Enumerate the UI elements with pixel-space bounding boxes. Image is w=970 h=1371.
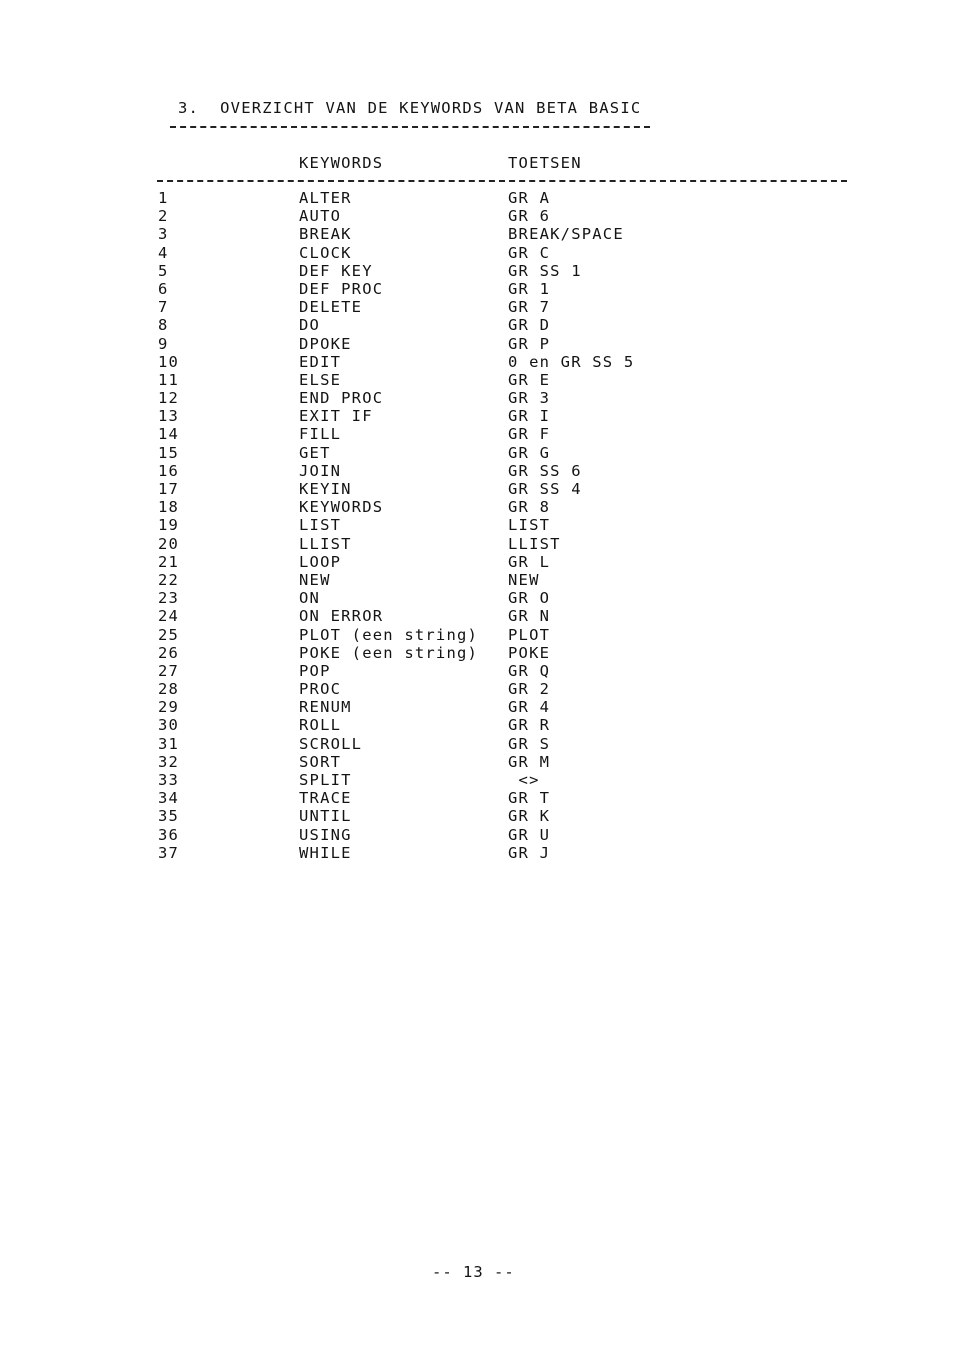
keyword-cell: DO [299, 316, 321, 335]
keys-cell: PLOT [508, 625, 551, 644]
row-number: 26 [158, 643, 180, 662]
keyword-cell: JOIN [299, 461, 342, 480]
table-row [0, 589, 970, 607]
row-number: 19 [158, 516, 180, 535]
row-number: 25 [158, 625, 180, 644]
table-row [0, 789, 970, 807]
row-number: 11 [158, 370, 180, 389]
keyword-cell: AUTO [299, 207, 342, 226]
table-row [0, 353, 970, 371]
section-heading: 3. OVERZICHT VAN DE KEYWORDS VAN BETA BASIC [178, 99, 642, 117]
keys-cell: GR T [508, 789, 551, 808]
keyword-cell: EXIT IF [299, 407, 373, 426]
row-number: 13 [158, 407, 180, 426]
table-row [0, 662, 970, 680]
row-number: 3 [158, 225, 169, 244]
table-row [0, 425, 970, 443]
row-number: 34 [158, 789, 180, 808]
keys-cell: NEW [508, 570, 540, 589]
row-number: 28 [158, 680, 180, 699]
keyword-table [0, 189, 970, 862]
row-number: 21 [158, 552, 180, 571]
row-number: 32 [158, 752, 180, 771]
row-number: 8 [158, 316, 169, 335]
keys-cell: GR 2 [508, 680, 551, 699]
row-number: 1 [158, 189, 169, 207]
row-number: 24 [158, 607, 180, 626]
keyword-cell: END PROC [299, 389, 384, 408]
table-row [0, 607, 970, 625]
table-row [0, 407, 970, 425]
keys-cell: GR J [508, 843, 551, 862]
table-header-rule [157, 180, 847, 182]
row-number: 31 [158, 734, 180, 753]
keyword-cell: ALTER [299, 189, 352, 207]
keys-cell: GR 3 [508, 389, 551, 408]
keys-cell: GR 1 [508, 279, 551, 298]
keyword-cell: SPLIT [299, 771, 352, 789]
keyword-cell: PROC [299, 680, 342, 699]
keyword-cell: LIST [299, 516, 342, 535]
keys-cell: GR SS 4 [508, 480, 582, 498]
row-number: 18 [158, 498, 180, 517]
keys-cell: GR G [508, 443, 551, 462]
table-row [0, 298, 970, 316]
row-number: 7 [158, 298, 169, 317]
keyword-cell: SCROLL [299, 734, 363, 753]
keyword-cell: WHILE [299, 843, 352, 862]
keyword-cell: NEW [299, 570, 331, 589]
keys-cell: GR 4 [508, 698, 551, 717]
keys-cell: GR K [508, 807, 551, 826]
keyword-cell: ON ERROR [299, 607, 384, 626]
table-row [0, 516, 970, 534]
keywords-column-header: KEYWORDS [299, 154, 384, 172]
keys-cell: GR SS 1 [508, 261, 582, 280]
keyword-cell: KEYWORDS [299, 498, 384, 517]
table-row [0, 371, 970, 389]
row-number: 36 [158, 825, 180, 844]
keyword-cell: DELETE [299, 298, 363, 317]
table-row [0, 498, 970, 516]
keys-cell: GR L [508, 552, 551, 571]
table-row [0, 844, 970, 862]
keys-cell: GR I [508, 407, 551, 426]
keys-cell: LIST [508, 516, 551, 535]
keys-cell: GR D [508, 316, 551, 335]
keyword-cell: DEF KEY [299, 261, 373, 280]
row-number: 16 [158, 461, 180, 480]
table-row [0, 280, 970, 298]
table-row [0, 644, 970, 662]
row-number: 20 [158, 534, 180, 553]
keyword-cell: RENUM [299, 698, 352, 717]
keys-cell: <> [508, 771, 540, 789]
table-row [0, 225, 970, 243]
row-number: 37 [158, 843, 180, 862]
row-number: 35 [158, 807, 180, 826]
row-number: 4 [158, 243, 169, 262]
keys-cell: GR 6 [508, 207, 551, 226]
row-number: 2 [158, 207, 169, 226]
row-number: 29 [158, 698, 180, 717]
row-number: 14 [158, 425, 180, 444]
keyword-cell: DEF PROC [299, 279, 384, 298]
keyword-cell: BREAK [299, 225, 352, 244]
table-row [0, 316, 970, 334]
table-row [0, 735, 970, 753]
page-number: -- 13 -- [432, 1263, 515, 1281]
heading-underline [170, 126, 650, 128]
table-row [0, 807, 970, 825]
table-row [0, 444, 970, 462]
keys-cell: GR P [508, 334, 551, 353]
table-row [0, 244, 970, 262]
keyword-cell: KEYIN [299, 480, 352, 498]
keyword-cell: CLOCK [299, 243, 352, 262]
row-number: 5 [158, 261, 169, 280]
row-number: 23 [158, 589, 180, 608]
row-number: 9 [158, 334, 169, 353]
table-row [0, 389, 970, 407]
table-row [0, 553, 970, 571]
keys-cell: GR A [508, 189, 551, 207]
keyword-cell: TRACE [299, 789, 352, 808]
table-row [0, 462, 970, 480]
row-number: 30 [158, 716, 180, 735]
row-number: 22 [158, 570, 180, 589]
table-row [0, 698, 970, 716]
keys-column-header: TOETSEN [508, 154, 582, 172]
row-number: 27 [158, 661, 180, 680]
keys-cell: GR R [508, 716, 551, 735]
table-row [0, 535, 970, 553]
keys-cell: POKE [508, 643, 551, 662]
keys-cell: BREAK/SPACE [508, 225, 624, 244]
keyword-cell: LLIST [299, 534, 352, 553]
keys-cell: GR 8 [508, 498, 551, 517]
keys-cell: 0 en GR SS 5 [508, 352, 635, 371]
keys-cell: GR U [508, 825, 551, 844]
keys-cell: GR O [508, 589, 551, 608]
table-row [0, 571, 970, 589]
table-row [0, 335, 970, 353]
table-row [0, 480, 970, 498]
table-row [0, 753, 970, 771]
keyword-cell: PLOT (een string) [299, 625, 479, 644]
row-number: 10 [158, 352, 180, 371]
table-row [0, 771, 970, 789]
table-row [0, 262, 970, 280]
row-number: 12 [158, 389, 180, 408]
keyword-cell: ELSE [299, 370, 342, 389]
keys-cell: GR 7 [508, 298, 551, 317]
row-number: 6 [158, 279, 169, 298]
keyword-cell: FILL [299, 425, 342, 444]
keys-cell: GR M [508, 752, 551, 771]
keys-cell: GR S [508, 734, 551, 753]
table-row [0, 716, 970, 734]
keyword-cell: LOOP [299, 552, 342, 571]
table-row [0, 680, 970, 698]
keyword-cell: DPOKE [299, 334, 352, 353]
keys-cell: GR N [508, 607, 551, 626]
keyword-cell: POKE (een string) [299, 643, 479, 662]
row-number: 15 [158, 443, 180, 462]
keys-cell: GR Q [508, 661, 551, 680]
row-number: 17 [158, 480, 180, 498]
keys-cell: GR C [508, 243, 551, 262]
keyword-cell: GET [299, 443, 331, 462]
table-row [0, 626, 970, 644]
keyword-cell: ROLL [299, 716, 342, 735]
keyword-cell: ON [299, 589, 321, 608]
keys-cell: GR E [508, 370, 551, 389]
keys-cell: GR F [508, 425, 551, 444]
keyword-cell: UNTIL [299, 807, 352, 826]
keyword-cell: USING [299, 825, 352, 844]
table-row [0, 207, 970, 225]
table-row [0, 189, 970, 207]
table-row [0, 826, 970, 844]
keys-cell: GR SS 6 [508, 461, 582, 480]
keyword-cell: EDIT [299, 352, 342, 371]
keys-cell: LLIST [508, 534, 561, 553]
keyword-cell: POP [299, 661, 331, 680]
row-number: 33 [158, 771, 180, 789]
keyword-cell: SORT [299, 752, 342, 771]
